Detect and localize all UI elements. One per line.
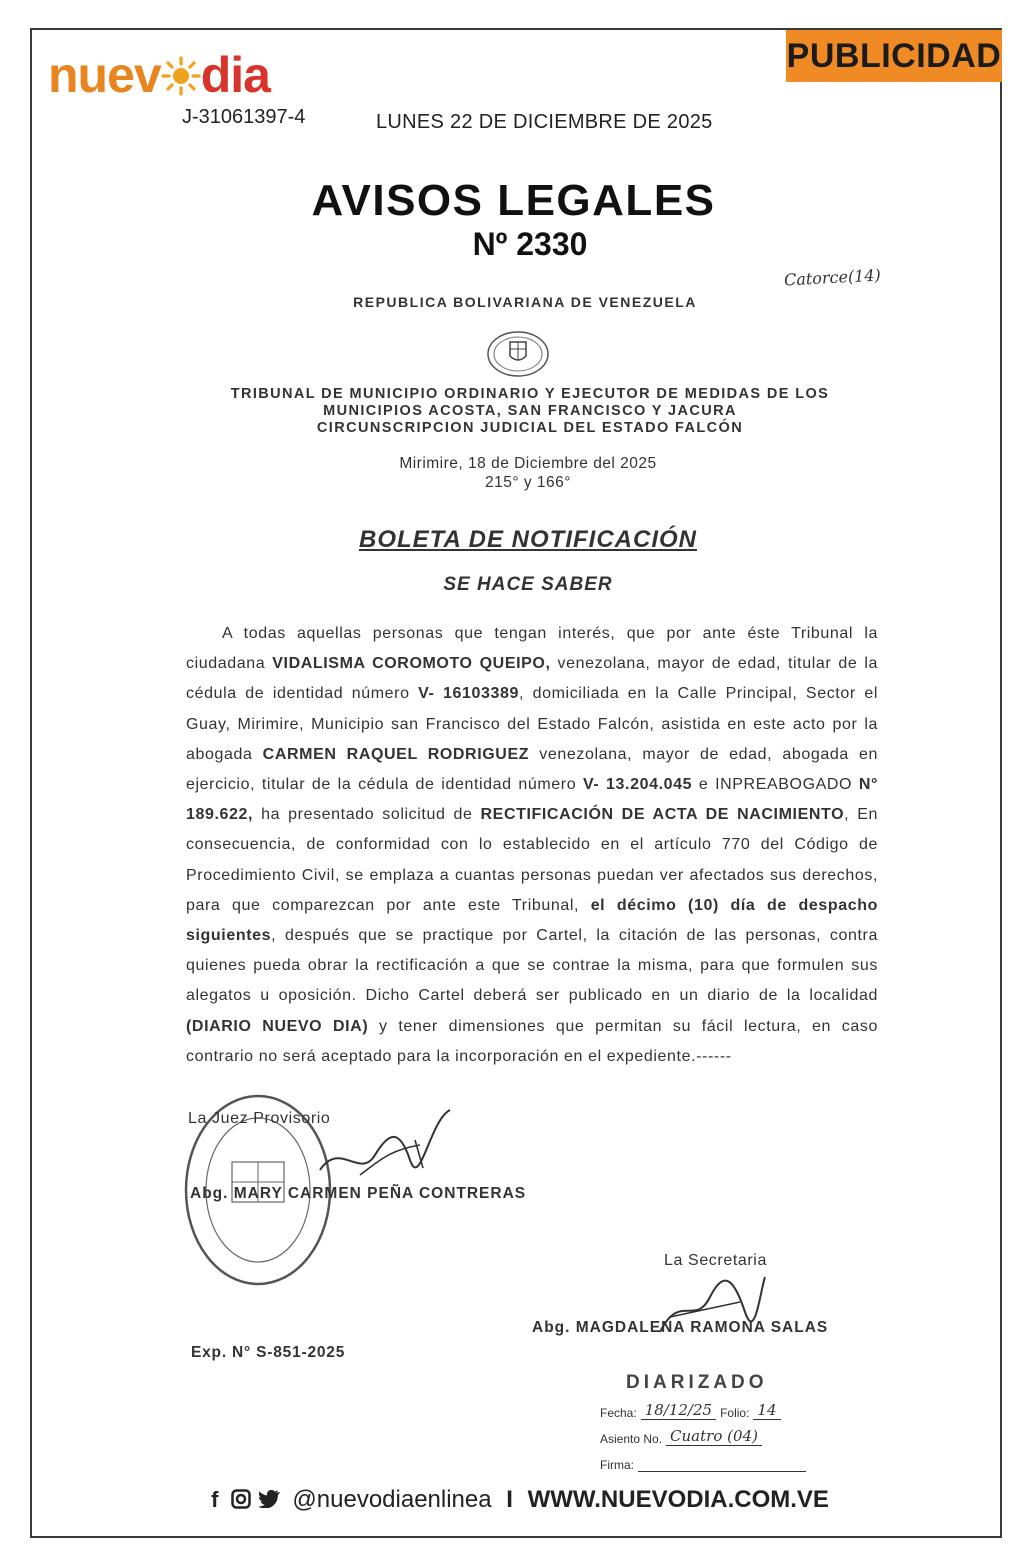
rif-number: J-31061397-4 bbox=[182, 106, 306, 128]
notice-paragraph: A todas aquellas personas que tengan interés, que por ante éste Tribunal la ciudadana VIDALISMA COROMOTO QUEIPO, venezolana, mayor de edad, titular de la cédula de identidad número V- 16103389, domiciliada en la Calle Principal, Sector el Guay, Mirimire, Municipio san Francisco del Estado Falcón, asistida en este acto por la abogada CARMEN RAQUEL RODRIGUEZ venezolana, mayor de edad, abogada en ejercicio, titular de la cédula de identidad número V- 13.204.045 e INPREABOGADO N° 189.622, ha presentado solicitud de RECTIFICACIÓN DE ACTA DE NACIMIENTO, En consecuencia, de conformidad con lo establecido en el artículo 770 del Código de Procedimiento Civil, se emplaza a cuantas personas puedan ver afectados sus derechos, para que comparezcan por ante este Tribunal, el décimo (10) día de despacho siguientes, después que se practique por Cartel, la citación de las personas, contra quienes pueda obrar la rectificación a que se contrae la misma, para que formulen sus alegatos u oposición. Dicho Cartel deberá ser publicado en un diario de la localidad (DIARIO NUEVO DIA) y tener dimensiones que permitan su fácil lectura, en caso contrario no será aceptado para la incorporación en el expediente.------ bbox=[186, 625, 879, 1065]
tribunal-line-2: MUNICIPIOS ACOSTA, SAN FRANCISCO Y JACURA bbox=[323, 403, 737, 419]
republic-heading: REPUBLICA BOLIVARIANA DE VENEZUELA bbox=[353, 294, 697, 310]
diarizado-asiento-row: Asiento No. Cuatro (04) bbox=[600, 1424, 830, 1446]
diarizado-folio-value: 14 bbox=[753, 1401, 780, 1420]
place-date bbox=[0, 454, 1027, 492]
diarizado-stamp bbox=[600, 1372, 830, 1472]
place-date-line: Mirimire, 18 de Diciembre del 2025 bbox=[399, 455, 657, 472]
twitter-icon bbox=[258, 1490, 280, 1508]
diarizado-asiento-value: Cuatro (04) bbox=[666, 1427, 762, 1446]
footer bbox=[0, 1486, 1027, 1514]
social-handle: @nuevodiaenlinea bbox=[292, 1486, 492, 1513]
page-title: AVISOS LEGALES bbox=[311, 176, 716, 225]
secretary-name: Abg. MAGDALENA RAMONA SALAS bbox=[532, 1319, 829, 1336]
judge-name: Abg. MARY CARMEN PEÑA CONTRERAS bbox=[190, 1185, 527, 1202]
sun-logo-icon bbox=[161, 56, 201, 96]
tribunal-heading bbox=[0, 386, 1027, 437]
expediente-number: Exp. N° S-851-2025 bbox=[191, 1344, 346, 1361]
nuevo-dia-logo bbox=[48, 47, 270, 103]
facebook-icon: f bbox=[211, 1487, 219, 1512]
diarizado-firma-line bbox=[638, 1453, 806, 1472]
instagram-icon bbox=[231, 1489, 251, 1509]
handwritten-page-note: Catorce(14) bbox=[783, 265, 882, 290]
logo-text-dia: dia bbox=[200, 47, 270, 103]
publicidad-banner: PUBLICIDAD bbox=[786, 30, 1002, 82]
diarizado-title: DIARIZADO bbox=[626, 1372, 768, 1393]
tribunal-line-3: CIRCUNSCRIPCION JUDICIAL DEL ESTADO FALCÓN bbox=[316, 420, 744, 436]
judge-title: La Juez Provisorio bbox=[188, 1110, 331, 1127]
diarizado-firma-row: Firma: bbox=[600, 1450, 830, 1472]
document-subheading: SE HACE SABER bbox=[443, 574, 613, 595]
notice-body bbox=[186, 619, 878, 1072]
website-url: WWW.NUEVODIA.COM.VE bbox=[527, 1486, 829, 1513]
logo-text-nuev: nuev bbox=[48, 47, 161, 103]
document-heading: BOLETA DE NOTIFICACIÓN bbox=[359, 526, 697, 553]
footer-separator: I bbox=[506, 1486, 513, 1513]
notice-number: Nº 2330 bbox=[472, 226, 588, 262]
diarizado-fecha-row: Fecha: 18/12/25 Folio: 14 bbox=[600, 1398, 830, 1420]
diarizado-fecha-value: 18/12/25 bbox=[641, 1401, 716, 1420]
publication-date: LUNES 22 DE DICIEMBRE DE 2025 bbox=[376, 111, 713, 133]
secretary-title: La Secretaria bbox=[664, 1252, 767, 1269]
tribunal-line-1: TRIBUNAL DE MUNICIPIO ORDINARIO Y EJECUTOR DE MEDIDAS DE LOS bbox=[230, 386, 830, 402]
years-line: 215° y 166° bbox=[485, 474, 571, 491]
coat-of-arms-icon bbox=[486, 330, 550, 378]
